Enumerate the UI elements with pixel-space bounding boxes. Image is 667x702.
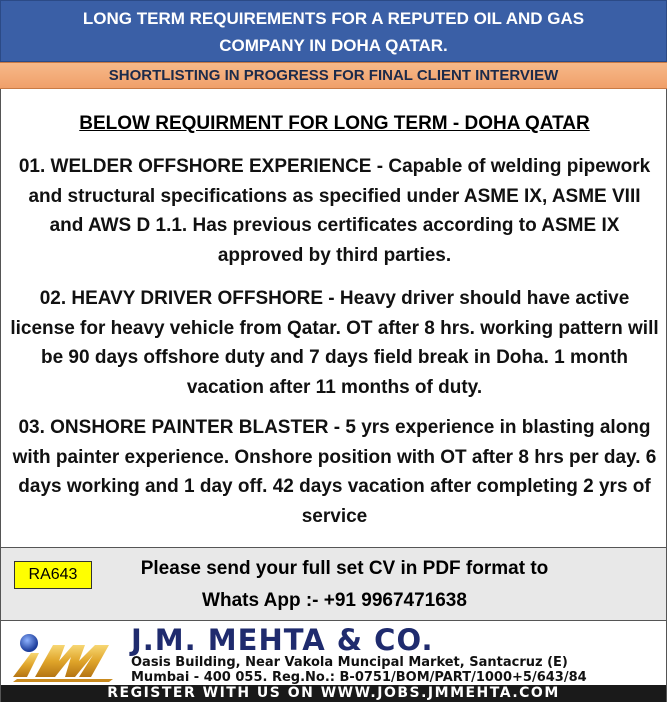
contact-section <box>0 547 667 621</box>
header <box>0 0 667 62</box>
whatsapp-number[interactable]: Whats App :- +91 9967471638 <box>202 590 467 611</box>
register-link[interactable]: REGISTER WITH US ON WWW.JOBS.JMMEHTA.COM <box>1 685 666 702</box>
contact-instruction: Please send your full set CV in PDF format to <box>140 558 549 579</box>
company-name: J.M. MEHTA & CO. <box>131 623 434 657</box>
requirement-heavy-driver: 02. HEAVY DRIVER OFFSHORE - Heavy driver should have active license for heavy vehicle from Qatar. OT after 8 hrs. working pattern will be 90 days offshore duty and 7 days field break in Doha. 1 month vacation after 11 months of duty. <box>10 288 659 398</box>
company-footer <box>0 621 667 702</box>
company-address-line1: Oasis Building, Near Vakola Muncipal Market, Santacruz (E) <box>131 655 568 670</box>
requirements-section <box>0 89 667 547</box>
status-banner: SHORTLISTING IN PROGRESS FOR FINAL CLIENT INTERVIEW <box>0 62 667 89</box>
header-title-line2: COMPANY IN DOHA QATAR. <box>219 36 448 55</box>
company-address-line2: Mumbai - 400 055. Reg.No.: B-0751/BOM/PART/1000+5/643/84 <box>131 670 587 685</box>
jm-logo-icon <box>9 627 121 683</box>
requirement-painter-blaster: 03. ONSHORE PAINTER BLASTER - 5 yrs experience in blasting along with painter experience. Onshore position with OT after 8 hrs per day. 6 days working and 1 day off. 42 days vacation after completing 2 yrs of service <box>12 417 657 527</box>
requirements-heading: BELOW REQUIRMENT FOR LONG TERM - DOHA QATAR <box>79 113 590 134</box>
header-title-line1: LONG TERM REQUIREMENTS FOR A REPUTED OIL AND GAS <box>82 9 585 28</box>
requirement-welder: 01. WELDER OFFSHORE EXPERIENCE - Capable of welding pipework and structural specifications as specified under ASME IX, ASME VIII and AWS D 1.1. Has previous certificates according to ASME IX approved by third parties. <box>18 156 651 266</box>
reference-code-badge: RA643 <box>14 561 92 589</box>
